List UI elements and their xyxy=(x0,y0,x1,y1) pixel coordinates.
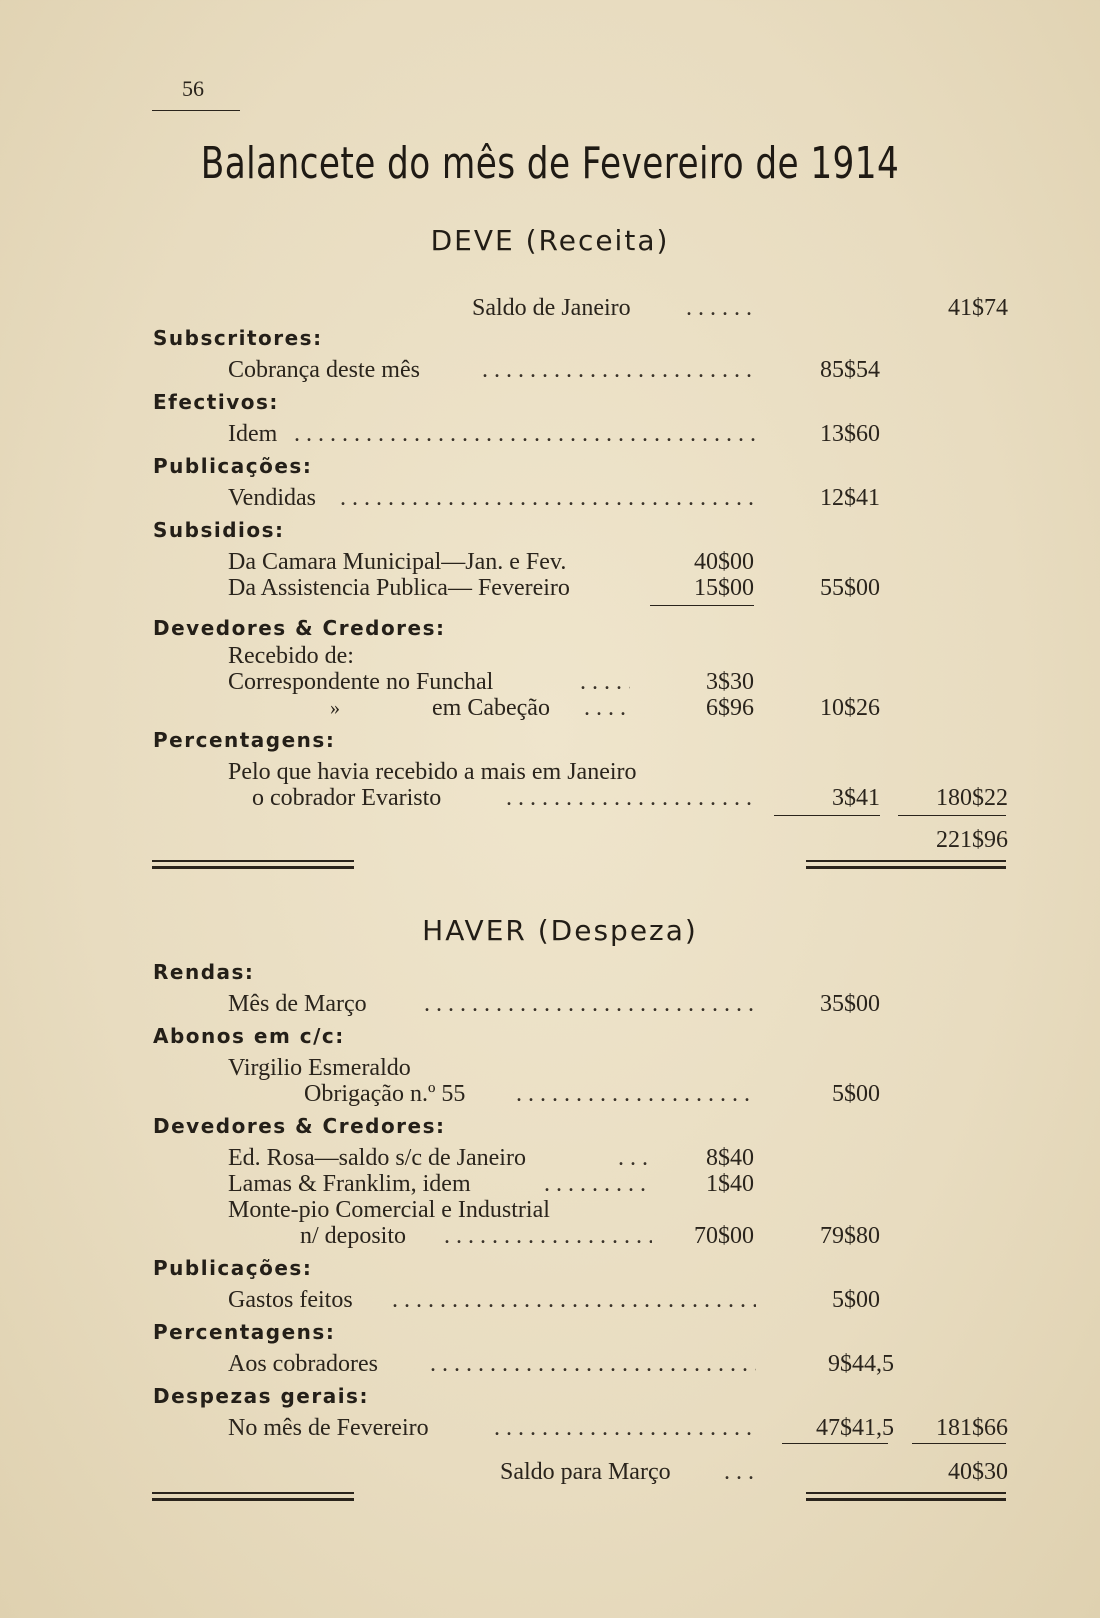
abonos-heading: Abonos em c/c: xyxy=(153,1024,345,1048)
haver-devedores-line1-label: Ed. Rosa—saldo s/c de Janeiro xyxy=(228,1145,526,1171)
haver-publicacoes-heading-row xyxy=(0,1254,1100,1282)
deve-devedores-line2-label: em Cabeção xyxy=(432,695,550,721)
despezas-value: 47$41,5 xyxy=(816,1415,894,1441)
haver-publicacoes-heading: Publicações: xyxy=(153,1256,313,1280)
double-rule-left xyxy=(152,860,354,869)
subtotal-rule xyxy=(774,815,880,816)
abonos-line1-label: Virgilio Esmeraldo xyxy=(228,1055,411,1081)
rendas-row xyxy=(0,990,1100,1018)
publicacoes-row xyxy=(0,484,1100,512)
deve-devedores-intro-row xyxy=(0,642,1100,670)
leader-dots xyxy=(724,1458,756,1486)
deve-percentagens-row-1 xyxy=(0,758,1100,786)
subtotal-rule xyxy=(782,1443,888,1444)
deve-devedores-line1-label: Correspondente no Funchal xyxy=(228,669,494,695)
leader-dots xyxy=(584,694,630,722)
haver-devedores-line2-value: 1$40 xyxy=(706,1171,754,1197)
double-rule-right xyxy=(806,860,1006,869)
haver-publicacoes-value: 5$00 xyxy=(832,1287,880,1313)
haver-devedores-heading: Devedores & Credores: xyxy=(153,1114,446,1138)
publicacoes-value: 12$41 xyxy=(820,485,880,511)
haver-devedores-total: 79$80 xyxy=(820,1223,880,1249)
deve-percentagens-row-2 xyxy=(0,784,1100,812)
haver-devedores-row-1 xyxy=(0,1144,1100,1172)
abonos-line2-label: Obrigação n.º 55 xyxy=(304,1081,466,1107)
haver-saldo-value: 40$30 xyxy=(948,1459,1008,1485)
deve-devedores-intro: Recebido de: xyxy=(228,643,354,669)
subtotal-rule xyxy=(650,605,754,606)
haver-devedores-heading-row xyxy=(0,1112,1100,1140)
despezas-heading: Despezas gerais: xyxy=(153,1384,369,1408)
leader-dots xyxy=(430,1350,756,1378)
deve-subtotal: 180$22 xyxy=(936,785,1008,811)
haver-subtotal: 181$66 xyxy=(936,1415,1008,1441)
haver-percentagens-value: 9$44,5 xyxy=(828,1351,894,1377)
deve-saldo-value: 41$74 xyxy=(948,295,1008,321)
subscritores-heading-row xyxy=(0,324,1100,352)
leader-dots xyxy=(482,356,756,384)
subscritores-label: Cobrança deste mês xyxy=(228,357,420,383)
publicacoes-heading: Publicações: xyxy=(153,454,313,478)
haver-publicacoes-label: Gastos feitos xyxy=(228,1287,353,1313)
page-number: 56 xyxy=(182,76,204,101)
rendas-heading-row xyxy=(0,958,1100,986)
leader-dots xyxy=(494,1414,756,1442)
subsidios-heading: Subsidios: xyxy=(153,518,285,542)
haver-devedores-line4-label: n/ deposito xyxy=(300,1223,406,1249)
subsidios-line2-value: 15$00 xyxy=(694,575,754,601)
subtotal-rule xyxy=(898,815,1006,816)
deve-heading: DEVE (Receita) xyxy=(430,224,670,257)
subsidios-row-1 xyxy=(0,548,1100,576)
efectivos-heading-row xyxy=(0,388,1100,416)
haver-saldo-row xyxy=(0,1458,1100,1486)
leader-dots xyxy=(686,294,756,322)
publicacoes-heading-row xyxy=(0,452,1100,480)
leader-dots xyxy=(506,784,756,812)
despezas-heading-row xyxy=(0,1382,1100,1410)
rendas-heading: Rendas: xyxy=(153,960,255,984)
double-rule-left xyxy=(152,1492,354,1501)
double-rule-right xyxy=(806,1492,1006,1501)
deve-devedores-line1-value: 3$30 xyxy=(706,669,754,695)
deve-percentagens-line2-value: 3$41 xyxy=(832,785,880,811)
deve-devedores-total: 10$26 xyxy=(820,695,880,721)
subtotal-rule xyxy=(912,1443,1006,1444)
subscritores-heading: Subscritores: xyxy=(153,326,323,350)
rendas-label: Mês de Março xyxy=(228,991,367,1017)
deve-percentagens-line1-label: Pelo que havia recebido a mais em Janeiro xyxy=(228,759,637,785)
subsidios-line1-label: Da Camara Municipal—Jan. e Fev. xyxy=(228,549,567,575)
abonos-row-1 xyxy=(0,1054,1100,1082)
page-number-rule xyxy=(152,110,240,111)
deve-devedores-row-1 xyxy=(0,668,1100,696)
haver-publicacoes-row xyxy=(0,1286,1100,1314)
leader-dots xyxy=(544,1170,652,1198)
despezas-row xyxy=(0,1414,1100,1442)
deve-grand-total-row xyxy=(0,826,1100,854)
despezas-label: No mês de Fevereiro xyxy=(228,1415,429,1441)
haver-percentagens-heading: Percentagens: xyxy=(153,1320,336,1344)
subsidios-row-2 xyxy=(0,574,1100,602)
leader-dots xyxy=(392,1286,756,1314)
efectivos-row xyxy=(0,420,1100,448)
efectivos-value: 13$60 xyxy=(820,421,880,447)
abonos-value: 5$00 xyxy=(832,1081,880,1107)
haver-devedores-row-2 xyxy=(0,1170,1100,1198)
deve-devedores-heading-row xyxy=(0,614,1100,642)
publicacoes-label: Vendidas xyxy=(228,485,316,511)
deve-saldo-row xyxy=(0,294,1100,322)
rendas-value: 35$00 xyxy=(820,991,880,1017)
page-title: Balancete do mês de Fevereiro de 1914 xyxy=(200,138,900,189)
haver-devedores-row-4 xyxy=(0,1222,1100,1250)
deve-percentagens-line2-label: o cobrador Evaristo xyxy=(252,785,442,811)
haver-percentagens-label: Aos cobradores xyxy=(228,1351,378,1377)
deve-devedores-heading: Devedores & Credores: xyxy=(153,616,446,640)
leader-dots xyxy=(580,668,630,696)
leader-dots xyxy=(516,1080,756,1108)
haver-devedores-line4-value: 70$00 xyxy=(694,1223,754,1249)
leader-dots xyxy=(618,1144,652,1172)
ditto-mark: » xyxy=(330,697,340,719)
deve-percentagens-heading: Percentagens: xyxy=(153,728,336,752)
haver-saldo-label: Saldo para Março xyxy=(500,1459,671,1485)
efectivos-heading: Efectivos: xyxy=(153,390,279,414)
leader-dots xyxy=(424,990,756,1018)
leader-dots xyxy=(444,1222,652,1250)
haver-percentagens-heading-row xyxy=(0,1318,1100,1346)
deve-devedores-line2-value: 6$96 xyxy=(706,695,754,721)
haver-devedores-row-3 xyxy=(0,1196,1100,1224)
abonos-row-2 xyxy=(0,1080,1100,1108)
deve-saldo-label: Saldo de Janeiro xyxy=(472,295,631,321)
subscritores-row xyxy=(0,356,1100,384)
deve-grand-total: 221$96 xyxy=(936,827,1008,853)
subsidios-line2-label: Da Assistencia Publica— Fevereiro xyxy=(228,575,570,601)
haver-devedores-line1-value: 8$40 xyxy=(706,1145,754,1171)
deve-devedores-row-2 xyxy=(0,694,1100,722)
haver-heading: HAVER (Despeza) xyxy=(422,914,698,947)
leader-dots xyxy=(294,420,756,448)
subsidios-heading-row xyxy=(0,516,1100,544)
abonos-heading-row xyxy=(0,1022,1100,1050)
haver-devedores-line3-label: Monte-pio Comercial e Industrial xyxy=(228,1197,550,1223)
efectivos-label: Idem xyxy=(228,421,278,447)
leader-dots xyxy=(340,484,756,512)
subscritores-value: 85$54 xyxy=(820,357,880,383)
subsidios-total: 55$00 xyxy=(820,575,880,601)
subsidios-line1-value: 40$00 xyxy=(694,549,754,575)
deve-percentagens-heading-row xyxy=(0,726,1100,754)
haver-percentagens-row xyxy=(0,1350,1100,1378)
haver-devedores-line2-label: Lamas & Franklim, idem xyxy=(228,1171,471,1197)
